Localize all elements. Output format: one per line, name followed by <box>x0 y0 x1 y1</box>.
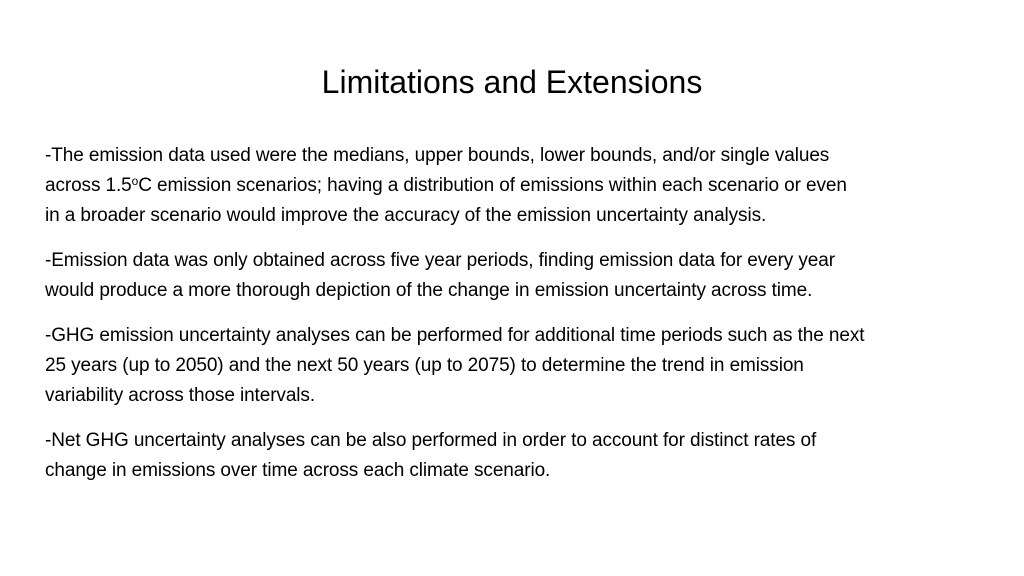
slide-body <box>45 141 985 501</box>
paragraph-line: 25 years (up to 2050) and the next 50 years (up to 2075) to determine the trend in emission <box>45 355 804 376</box>
paragraph-line: -Emission data was only obtained across five year periods, finding emission data for every year <box>45 250 835 271</box>
paragraph-net-ghg-uncertainty <box>45 426 985 486</box>
paragraph-five-year-periods <box>45 246 985 306</box>
degree-superscript: o <box>131 174 139 188</box>
paragraph-line: -The emission data used were the medians, upper bounds, lower bounds, and/or single values <box>45 145 830 166</box>
paragraph-additional-time-periods <box>45 321 985 411</box>
paragraph-line: -GHG emission uncertainty analyses can be performed for additional time periods such as the next <box>45 325 865 346</box>
paragraph-line: change in emissions over time across each climate scenario. <box>45 460 551 481</box>
paragraph-line: would produce a more thorough depiction of the change in emission uncertainty across time. <box>45 280 813 301</box>
paragraph-line <box>45 171 985 201</box>
paragraph-line: in a broader scenario would improve the accuracy of the emission uncertainty analysis. <box>45 205 767 226</box>
paragraph-line: -Net GHG uncertainty analyses can be also performed in order to account for distinct rates of <box>45 430 817 451</box>
line-text-before: across 1.5 <box>45 175 132 196</box>
line-text-after: C emission scenarios; having a distribution of emissions within each scenario or even <box>138 175 847 196</box>
paragraph-emission-data-sources <box>45 141 985 231</box>
slide-title: Limitations and Extensions <box>321 64 703 100</box>
paragraph-line: variability across those intervals. <box>45 385 315 406</box>
